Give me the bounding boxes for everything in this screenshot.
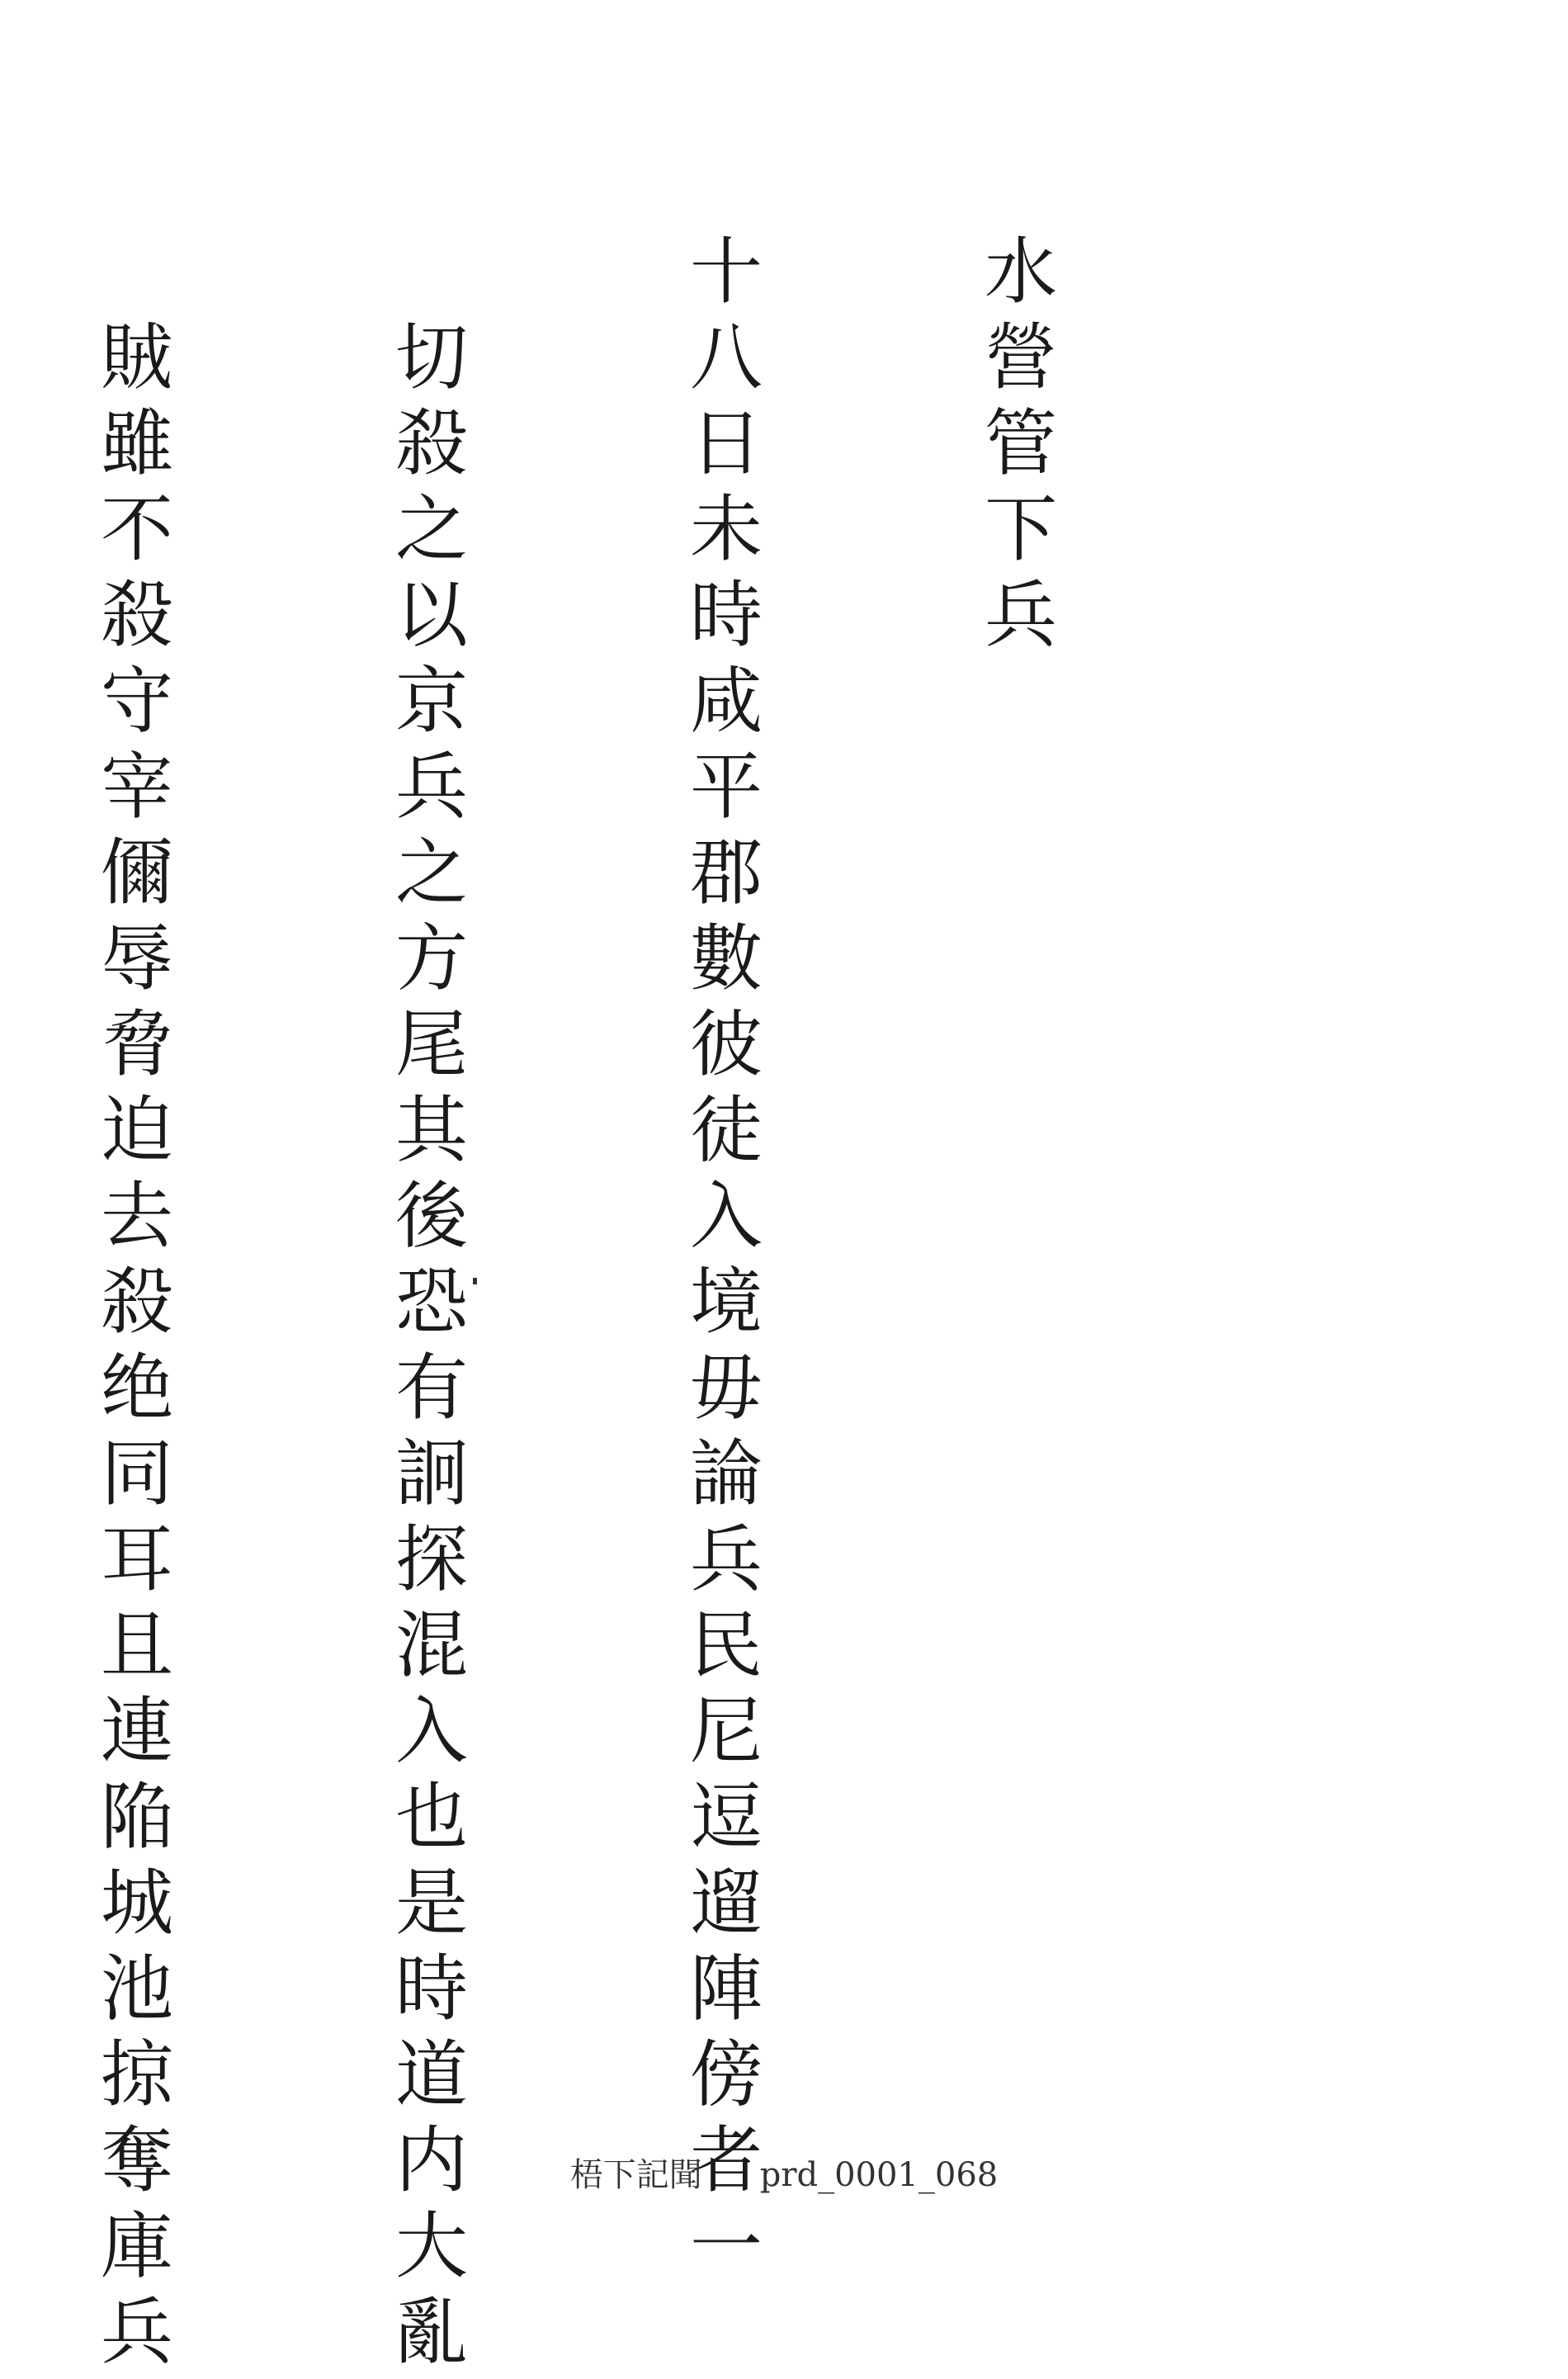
text-column: 賊雖不殺守宰儞辱脅迫去殺绝同耳且連陥城池掠奪庫兵 <box>89 319 174 2379</box>
text-column: 十八日未時咸平郡數彼徒入境毋論兵民尼逗遛陣傍者一 <box>678 233 763 2293</box>
text-column-heading: 水營管下兵 <box>973 233 1058 662</box>
page-footer <box>0 2149 1568 2196</box>
page-identifier: prd_0001_068 <box>759 2156 999 2194</box>
book-title: 梧下記聞 <box>569 2156 702 2194</box>
ink-speck <box>473 1278 477 1284</box>
text-column: 切殺之以京兵之方尾其後恐有詗探混入也是時道内大亂 <box>384 319 469 2379</box>
